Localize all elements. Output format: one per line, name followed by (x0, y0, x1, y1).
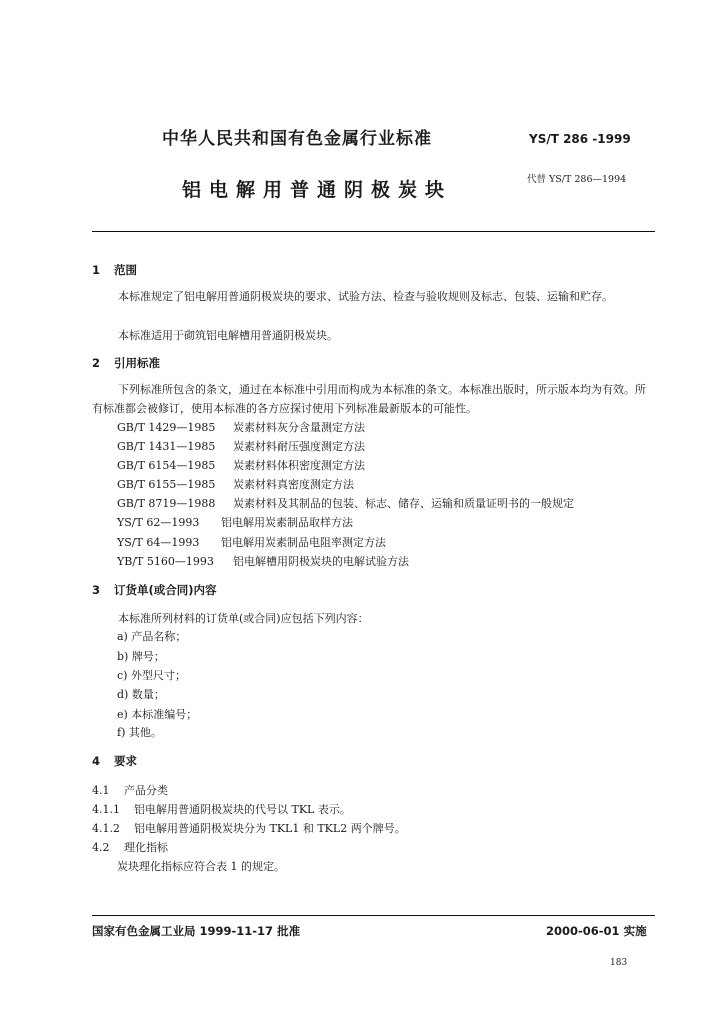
reference-title: 铝电解槽用阴极炭块的电解试验方法 (233, 555, 409, 568)
section-number: 1 (92, 263, 101, 277)
subsection-text: 铝电解用普通阴极炭块分为 TKL1 和 TKL2 两个牌号。 (134, 822, 406, 835)
reference-code: GB/T 1429—1985 (117, 421, 216, 434)
approval-line: 国家有色金属工业局 1999-11-17 批准 (92, 924, 301, 938)
section-1-paragraph-1: 本标准规定了铝电解用普通阴极炭块的要求、试验方法、检查与验收规则及标志、包装、运输和贮存。 (118, 290, 613, 303)
subsection (92, 820, 406, 836)
reference-title: 铝电解用炭素制品取样方法 (221, 516, 353, 529)
section-4-last-line: 炭块理化指标应符合表 1 的规定。 (117, 860, 285, 873)
subsection-number: 4.1.2 (92, 822, 120, 835)
reference-item (117, 476, 354, 492)
subsection-number: 4.2 (92, 841, 110, 854)
subsection (92, 801, 351, 817)
reference-code: GB/T 6155—1985 (117, 478, 216, 491)
section-title: 订货单(或合同)内容 (114, 583, 217, 597)
reference-title: 炭素材料体积密度测定方法 (233, 459, 365, 472)
list-item: f) 其他。 (117, 726, 162, 739)
section-number: 2 (92, 356, 101, 370)
subsection (92, 839, 168, 855)
reference-item (117, 457, 365, 473)
reference-title: 炭素材料真密度测定方法 (233, 478, 354, 491)
reference-title: 炭素材料灰分含量测定方法 (233, 421, 365, 434)
list-item: c) 外型尺寸； (117, 669, 186, 682)
subsection-text: 理化指标 (124, 841, 168, 854)
section-title: 引用标准 (114, 356, 160, 370)
subsection (92, 782, 168, 798)
section-2-intro: 下列标准所包含的条文，通过在本标准中引用而构成为本标准的条文。本标准出版时，所示版本均为有效。所有标准都会被修订，使用本标准的各方应探讨使用下列标准最新版本的可能性。 (92, 383, 646, 415)
list-item: d) 数量； (117, 688, 165, 701)
reference-code: YS/T 64—1993 (117, 536, 200, 549)
page-number: 183 (610, 958, 628, 968)
reference-item (117, 419, 365, 435)
section-title: 范围 (114, 263, 137, 277)
section-number: 3 (92, 583, 101, 597)
list-item: b) 牌号； (117, 650, 165, 663)
section-3-heading (92, 582, 217, 598)
document-title: 铝电解用普通阴极炭块 (182, 179, 453, 201)
section-3-intro: 本标准所列材料的订货单(或合同)应包括下列内容： (118, 612, 369, 625)
list-item: e) 本标准编号； (117, 708, 198, 721)
publisher-title: 中华人民共和国有色金属行业标准 (162, 129, 432, 149)
reference-code: GB/T 1431—1985 (117, 440, 216, 453)
reference-item (117, 495, 574, 511)
section-4-heading (92, 753, 137, 769)
section-1-paragraph-2: 本标准适用于砌筑铝电解槽用普通阴极炭块。 (118, 329, 338, 342)
header-divider (92, 231, 655, 232)
section-title: 要求 (114, 754, 137, 768)
subsection-number: 4.1 (92, 784, 110, 797)
subsection-text: 铝电解用普通阴极炭块的代号以 TKL 表示。 (134, 803, 351, 816)
section-2-heading (92, 355, 160, 371)
effective-date: 2000-06-01 实施 (546, 924, 647, 938)
reference-item (117, 514, 353, 530)
reference-code: YB/T 5160—1993 (117, 555, 214, 568)
footer-divider (92, 915, 655, 916)
reference-title: 炭素材料及其制品的包装、标志、储存、运输和质量证明书的一般规定 (233, 497, 574, 510)
replaces-note: 代替 YS/T 286—1994 (527, 174, 627, 185)
subsection-text: 产品分类 (124, 784, 168, 797)
list-item: a) 产品名称； (117, 630, 187, 643)
section-1-heading (92, 262, 137, 278)
reference-item (117, 438, 365, 454)
reference-item (117, 534, 386, 550)
reference-code: YS/T 62—1993 (117, 516, 200, 529)
standard-code: YS/T 286 -1999 (529, 132, 631, 146)
reference-title: 铝电解用炭素制品电阻率测定方法 (221, 536, 386, 549)
reference-code: GB/T 8719—1988 (117, 497, 216, 510)
reference-title: 炭素材料耐压强度测定方法 (233, 440, 365, 453)
reference-code: GB/T 6154—1985 (117, 459, 216, 472)
subsection-number: 4.1.1 (92, 803, 120, 816)
section-number: 4 (92, 754, 101, 768)
reference-item (117, 553, 409, 569)
